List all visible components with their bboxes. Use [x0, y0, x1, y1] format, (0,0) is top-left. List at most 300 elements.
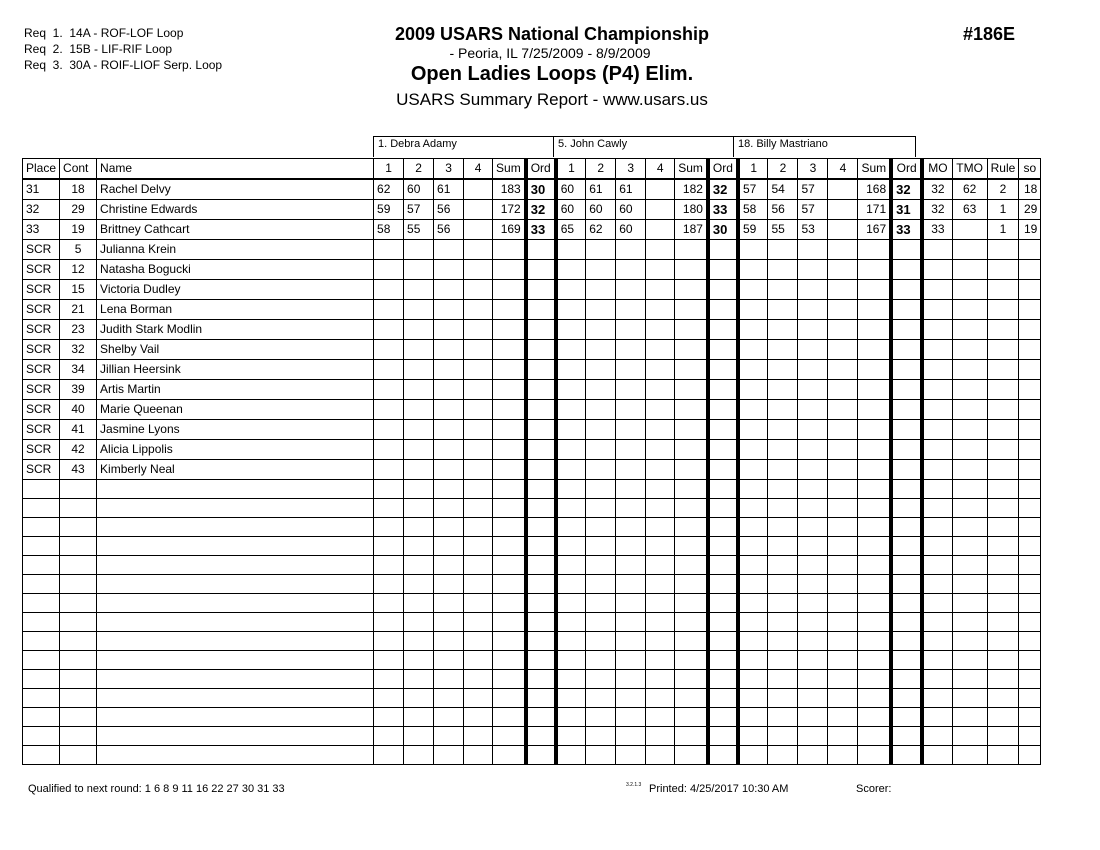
judge1-sum	[493, 708, 526, 727]
judge2-score4	[646, 280, 675, 300]
judge1-score2	[404, 440, 434, 460]
rule-cell	[987, 670, 1019, 689]
name-cell: Jillian Heersink	[97, 360, 374, 380]
judge2-score2	[586, 613, 616, 632]
cont-cell	[60, 594, 97, 613]
rule-cell	[987, 360, 1019, 380]
judge1-ordinal	[526, 670, 556, 689]
rule-cell	[987, 518, 1019, 537]
judge1-sum	[493, 440, 526, 460]
place-cell: SCR	[23, 300, 60, 320]
judge2-score1: 60	[556, 179, 586, 200]
place-cell	[23, 651, 60, 670]
judge3-score2	[768, 400, 798, 420]
judge2-ordinal: 30	[708, 220, 738, 240]
judge1-sum	[493, 320, 526, 340]
judge1-score1	[374, 380, 404, 400]
judge3-score1	[738, 670, 768, 689]
judge3-score1	[738, 260, 768, 280]
judge1-score2: 55	[404, 220, 434, 240]
judge2-score2	[586, 340, 616, 360]
judge1-score3	[434, 400, 464, 420]
tmo-cell	[952, 632, 987, 651]
event-title: Open Ladies Loops (P4) Elim.	[410, 63, 694, 85]
rule-cell	[987, 632, 1019, 651]
judge3-score2	[768, 651, 798, 670]
table-row	[23, 240, 1041, 260]
requirement-3: Req 3. 30A - ROIF-LIOF Serp. Loop	[24, 58, 223, 72]
judge1-score1	[374, 499, 404, 518]
header-judge3-ord: Ord	[891, 159, 922, 180]
judge3-score1: 58	[738, 200, 768, 220]
judge2-score2	[586, 320, 616, 340]
tmo-cell	[952, 300, 987, 320]
judge3-ordinal: 33	[891, 220, 922, 240]
tmo-cell	[952, 220, 987, 240]
judge1-score4	[464, 340, 493, 360]
judge3-ordinal	[891, 400, 922, 420]
rule-cell: 2	[987, 179, 1019, 200]
judge1-ordinal	[526, 400, 556, 420]
judge2-score3	[616, 632, 646, 651]
judge2-score1	[556, 460, 586, 480]
judge2-score4	[646, 400, 675, 420]
judge3-score1	[738, 300, 768, 320]
judge1-ordinal: 30	[526, 179, 556, 200]
tmo-cell	[952, 594, 987, 613]
scorer-label: Scorer:	[856, 783, 892, 795]
judge1-sum	[493, 727, 526, 746]
judge1-score2	[404, 380, 434, 400]
tmo-cell	[952, 440, 987, 460]
mo-cell	[922, 632, 952, 651]
mo-cell	[922, 320, 952, 340]
judge3-ordinal	[891, 480, 922, 499]
judge2-score3	[616, 480, 646, 499]
judge1-score1	[374, 727, 404, 746]
cont-cell: 12	[60, 260, 97, 280]
judge2-ordinal	[708, 651, 738, 670]
judge1-score2	[404, 708, 434, 727]
judge1-score4	[464, 240, 493, 260]
judge2-ordinal	[708, 440, 738, 460]
mo-cell	[922, 689, 952, 708]
cont-cell	[60, 556, 97, 575]
mo-cell	[922, 499, 952, 518]
judge3-sum	[858, 613, 891, 632]
header-judge2-score2: 2	[586, 159, 616, 180]
judge2-score3: 61	[616, 179, 646, 200]
judge3-score1	[738, 340, 768, 360]
judge3-score3	[798, 518, 828, 537]
empty-row	[23, 575, 1041, 594]
judge2-score2	[586, 556, 616, 575]
judge2-score3	[616, 499, 646, 518]
judge1-score4	[464, 220, 493, 240]
judge2-sum	[675, 280, 708, 300]
judge3-score4	[828, 708, 858, 727]
judge1-score2	[404, 727, 434, 746]
judge1-sum	[493, 746, 526, 765]
so-cell	[1019, 300, 1041, 320]
header-tmo: TMO	[952, 159, 987, 180]
judge2-score1	[556, 440, 586, 460]
judge3-ordinal	[891, 518, 922, 537]
judge3-ordinal	[891, 340, 922, 360]
judge3-sum	[858, 670, 891, 689]
cont-cell: 39	[60, 380, 97, 400]
judge3-score3	[798, 280, 828, 300]
rule-cell	[987, 537, 1019, 556]
mo-cell	[922, 280, 952, 300]
judge1-score2	[404, 689, 434, 708]
judge2-score2: 61	[586, 179, 616, 200]
judge3-score2	[768, 575, 798, 594]
judge2-score3	[616, 575, 646, 594]
judge3-score1	[738, 440, 768, 460]
place-cell: SCR	[23, 260, 60, 280]
rule-cell	[987, 613, 1019, 632]
judge2-score1	[556, 518, 586, 537]
judge3-score4	[828, 613, 858, 632]
header-judge3-sum: Sum	[858, 159, 891, 180]
judge3-score2	[768, 380, 798, 400]
judge2-score4	[646, 179, 675, 200]
judge1-ordinal	[526, 556, 556, 575]
judge-2-header: 5. John Cawly	[553, 136, 734, 157]
header-judge3-score3: 3	[798, 159, 828, 180]
judge3-score4	[828, 360, 858, 380]
judge1-score3	[434, 460, 464, 480]
judge2-score3	[616, 518, 646, 537]
judge3-score3	[798, 340, 828, 360]
judge3-score3	[798, 480, 828, 499]
judge2-score4	[646, 537, 675, 556]
judge3-sum	[858, 556, 891, 575]
mo-cell	[922, 670, 952, 689]
judge1-score2	[404, 594, 434, 613]
judge3-score4	[828, 689, 858, 708]
place-cell	[23, 480, 60, 499]
judge1-score1	[374, 518, 404, 537]
place-cell	[23, 689, 60, 708]
judge3-sum	[858, 340, 891, 360]
name-cell: Marie Queenan	[97, 400, 374, 420]
results-table	[22, 158, 1041, 765]
judge3-score1	[738, 420, 768, 440]
judge2-ordinal	[708, 320, 738, 340]
judge2-score4	[646, 260, 675, 280]
judge1-score1: 58	[374, 220, 404, 240]
judge2-sum	[675, 440, 708, 460]
empty-row	[23, 594, 1041, 613]
judge2-ordinal	[708, 518, 738, 537]
judge1-score4	[464, 556, 493, 575]
judge1-score1	[374, 670, 404, 689]
judge3-score2	[768, 594, 798, 613]
judge3-ordinal	[891, 708, 922, 727]
cont-cell	[60, 746, 97, 765]
judge2-ordinal	[708, 556, 738, 575]
rule-cell	[987, 420, 1019, 440]
mo-cell	[922, 300, 952, 320]
judge1-score3	[434, 689, 464, 708]
judge2-ordinal	[708, 360, 738, 380]
cont-cell	[60, 499, 97, 518]
place-cell: 33	[23, 220, 60, 240]
judge3-ordinal	[891, 556, 922, 575]
cont-cell: 34	[60, 360, 97, 380]
name-cell	[97, 480, 374, 499]
judge1-sum	[493, 280, 526, 300]
judge3-score4	[828, 651, 858, 670]
judge1-sum	[493, 651, 526, 670]
judge2-ordinal	[708, 280, 738, 300]
judge2-ordinal: 33	[708, 200, 738, 220]
judge2-score3	[616, 613, 646, 632]
judge3-score4	[828, 420, 858, 440]
empty-row	[23, 518, 1041, 537]
empty-row	[23, 499, 1041, 518]
judge1-score3	[434, 708, 464, 727]
cont-cell: 23	[60, 320, 97, 340]
judge3-ordinal	[891, 594, 922, 613]
tmo-cell	[952, 651, 987, 670]
judge2-sum	[675, 240, 708, 260]
header-judge2-score1: 1	[556, 159, 586, 180]
judge1-score2	[404, 670, 434, 689]
judge1-score2	[404, 575, 434, 594]
judge1-score3	[434, 746, 464, 765]
table-row	[23, 260, 1041, 280]
judge1-ordinal	[526, 240, 556, 260]
judge1-sum	[493, 260, 526, 280]
judge3-score2: 55	[768, 220, 798, 240]
judge3-ordinal	[891, 240, 922, 260]
judge2-score2	[586, 499, 616, 518]
judge2-score2	[586, 400, 616, 420]
judge3-score3	[798, 240, 828, 260]
judge1-score4	[464, 499, 493, 518]
judge1-score4	[464, 179, 493, 200]
judge1-score2	[404, 420, 434, 440]
judge1-score1	[374, 651, 404, 670]
judge2-ordinal	[708, 575, 738, 594]
judge3-score3	[798, 360, 828, 380]
judge1-score2	[404, 746, 434, 765]
header-judge1-ord: Ord	[526, 159, 556, 180]
judge2-score2	[586, 537, 616, 556]
judge3-score3	[798, 594, 828, 613]
judge2-ordinal	[708, 340, 738, 360]
place-cell	[23, 499, 60, 518]
judge1-score4	[464, 575, 493, 594]
judge2-ordinal	[708, 380, 738, 400]
judge1-score3	[434, 320, 464, 340]
judge1-score1	[374, 594, 404, 613]
header-judge2-score3: 3	[616, 159, 646, 180]
tmo-cell	[952, 689, 987, 708]
rule-cell	[987, 320, 1019, 340]
header-judge2-sum: Sum	[675, 159, 708, 180]
judge2-score3	[616, 556, 646, 575]
judge1-score2	[404, 360, 434, 380]
tmo-cell	[952, 727, 987, 746]
rule-cell	[987, 689, 1019, 708]
judge3-score2	[768, 746, 798, 765]
judge1-ordinal	[526, 340, 556, 360]
judge2-ordinal: 32	[708, 179, 738, 200]
judge3-score4	[828, 632, 858, 651]
judge1-sum	[493, 575, 526, 594]
judge2-score3	[616, 537, 646, 556]
judge2-sum: 187	[675, 220, 708, 240]
judge1-score3	[434, 260, 464, 280]
judge3-score3	[798, 420, 828, 440]
judge1-ordinal: 33	[526, 220, 556, 240]
judge2-ordinal	[708, 727, 738, 746]
location-dates: - Peoria, IL 7/25/2009 - 8/9/2009	[449, 45, 651, 61]
so-cell	[1019, 499, 1041, 518]
judge3-score3	[798, 440, 828, 460]
judge2-sum	[675, 670, 708, 689]
judge1-score1	[374, 440, 404, 460]
so-cell	[1019, 420, 1041, 440]
judge3-ordinal	[891, 420, 922, 440]
judge2-score1	[556, 594, 586, 613]
mo-cell	[922, 575, 952, 594]
rule-cell: 1	[987, 220, 1019, 240]
version-code: 3.2.1.3	[626, 782, 642, 788]
judge1-score1	[374, 613, 404, 632]
judge3-score4	[828, 480, 858, 499]
place-cell	[23, 727, 60, 746]
place-cell	[23, 670, 60, 689]
judge3-ordinal	[891, 360, 922, 380]
judge2-sum	[675, 400, 708, 420]
judge1-score1	[374, 537, 404, 556]
judge1-score4	[464, 420, 493, 440]
judge1-ordinal	[526, 499, 556, 518]
mo-cell	[922, 340, 952, 360]
mo-cell: 33	[922, 220, 952, 240]
judge3-score1	[738, 320, 768, 340]
cont-cell: 42	[60, 440, 97, 460]
table-row	[23, 380, 1041, 400]
place-cell	[23, 537, 60, 556]
empty-row	[23, 613, 1041, 632]
judge1-score3	[434, 480, 464, 499]
judge3-score1: 59	[738, 220, 768, 240]
judge1-score3	[434, 651, 464, 670]
name-cell: Julianna Krein	[97, 240, 374, 260]
judge1-score2	[404, 300, 434, 320]
judge3-score3	[798, 613, 828, 632]
judge2-score2	[586, 689, 616, 708]
cont-cell: 29	[60, 200, 97, 220]
judge1-sum: 169	[493, 220, 526, 240]
judge2-score3: 60	[616, 220, 646, 240]
cont-cell	[60, 632, 97, 651]
judge1-score2	[404, 651, 434, 670]
judge2-score1	[556, 260, 586, 280]
judge2-score1	[556, 632, 586, 651]
judge1-score4	[464, 460, 493, 480]
name-cell: Artis Martin	[97, 380, 374, 400]
judge1-score1	[374, 480, 404, 499]
judge1-sum	[493, 670, 526, 689]
judge3-score4	[828, 300, 858, 320]
judge3-score4	[828, 280, 858, 300]
judge2-score2	[586, 480, 616, 499]
header-judge3-score4: 4	[828, 159, 858, 180]
judge2-score2	[586, 708, 616, 727]
judge3-sum	[858, 632, 891, 651]
judge2-score3	[616, 440, 646, 460]
judge3-score2: 56	[768, 200, 798, 220]
judge1-score1	[374, 689, 404, 708]
judge1-score4	[464, 670, 493, 689]
printed-timestamp: Printed: 4/25/2017 10:30 AM	[649, 783, 789, 795]
judge2-ordinal	[708, 537, 738, 556]
mo-cell	[922, 480, 952, 499]
judge1-score1	[374, 460, 404, 480]
judge3-score4	[828, 499, 858, 518]
mo-cell	[922, 420, 952, 440]
judge1-score2	[404, 613, 434, 632]
judge2-ordinal	[708, 400, 738, 420]
place-cell	[23, 746, 60, 765]
judge3-score4	[828, 320, 858, 340]
judge1-score1	[374, 746, 404, 765]
judge1-score4	[464, 708, 493, 727]
tmo-cell	[952, 400, 987, 420]
judge2-sum	[675, 300, 708, 320]
rule-cell	[987, 460, 1019, 480]
name-cell: Kimberly Neal	[97, 460, 374, 480]
judge2-sum	[675, 746, 708, 765]
judge-3-header: 18. Billy Mastriano	[733, 136, 916, 157]
judge2-score1	[556, 499, 586, 518]
rule-cell	[987, 300, 1019, 320]
judge1-ordinal	[526, 651, 556, 670]
tmo-cell	[952, 340, 987, 360]
judge2-ordinal	[708, 670, 738, 689]
judge2-score1	[556, 360, 586, 380]
judge2-sum	[675, 460, 708, 480]
name-cell: Alicia Lippolis	[97, 440, 374, 460]
header-mo: MO	[922, 159, 952, 180]
judge2-sum	[675, 380, 708, 400]
judge1-score4	[464, 594, 493, 613]
judge3-score3: 53	[798, 220, 828, 240]
judge1-ordinal	[526, 537, 556, 556]
judge1-score4	[464, 613, 493, 632]
judge2-score2	[586, 575, 616, 594]
judge3-score2	[768, 480, 798, 499]
header-name: Name	[97, 159, 374, 180]
judge3-score2	[768, 537, 798, 556]
judge2-score4	[646, 460, 675, 480]
judge2-score2	[586, 380, 616, 400]
judge3-ordinal	[891, 260, 922, 280]
judge2-score1	[556, 537, 586, 556]
cont-cell	[60, 575, 97, 594]
judge2-score4	[646, 727, 675, 746]
judge3-score4	[828, 179, 858, 200]
judge1-ordinal	[526, 480, 556, 499]
judge3-score4	[828, 380, 858, 400]
